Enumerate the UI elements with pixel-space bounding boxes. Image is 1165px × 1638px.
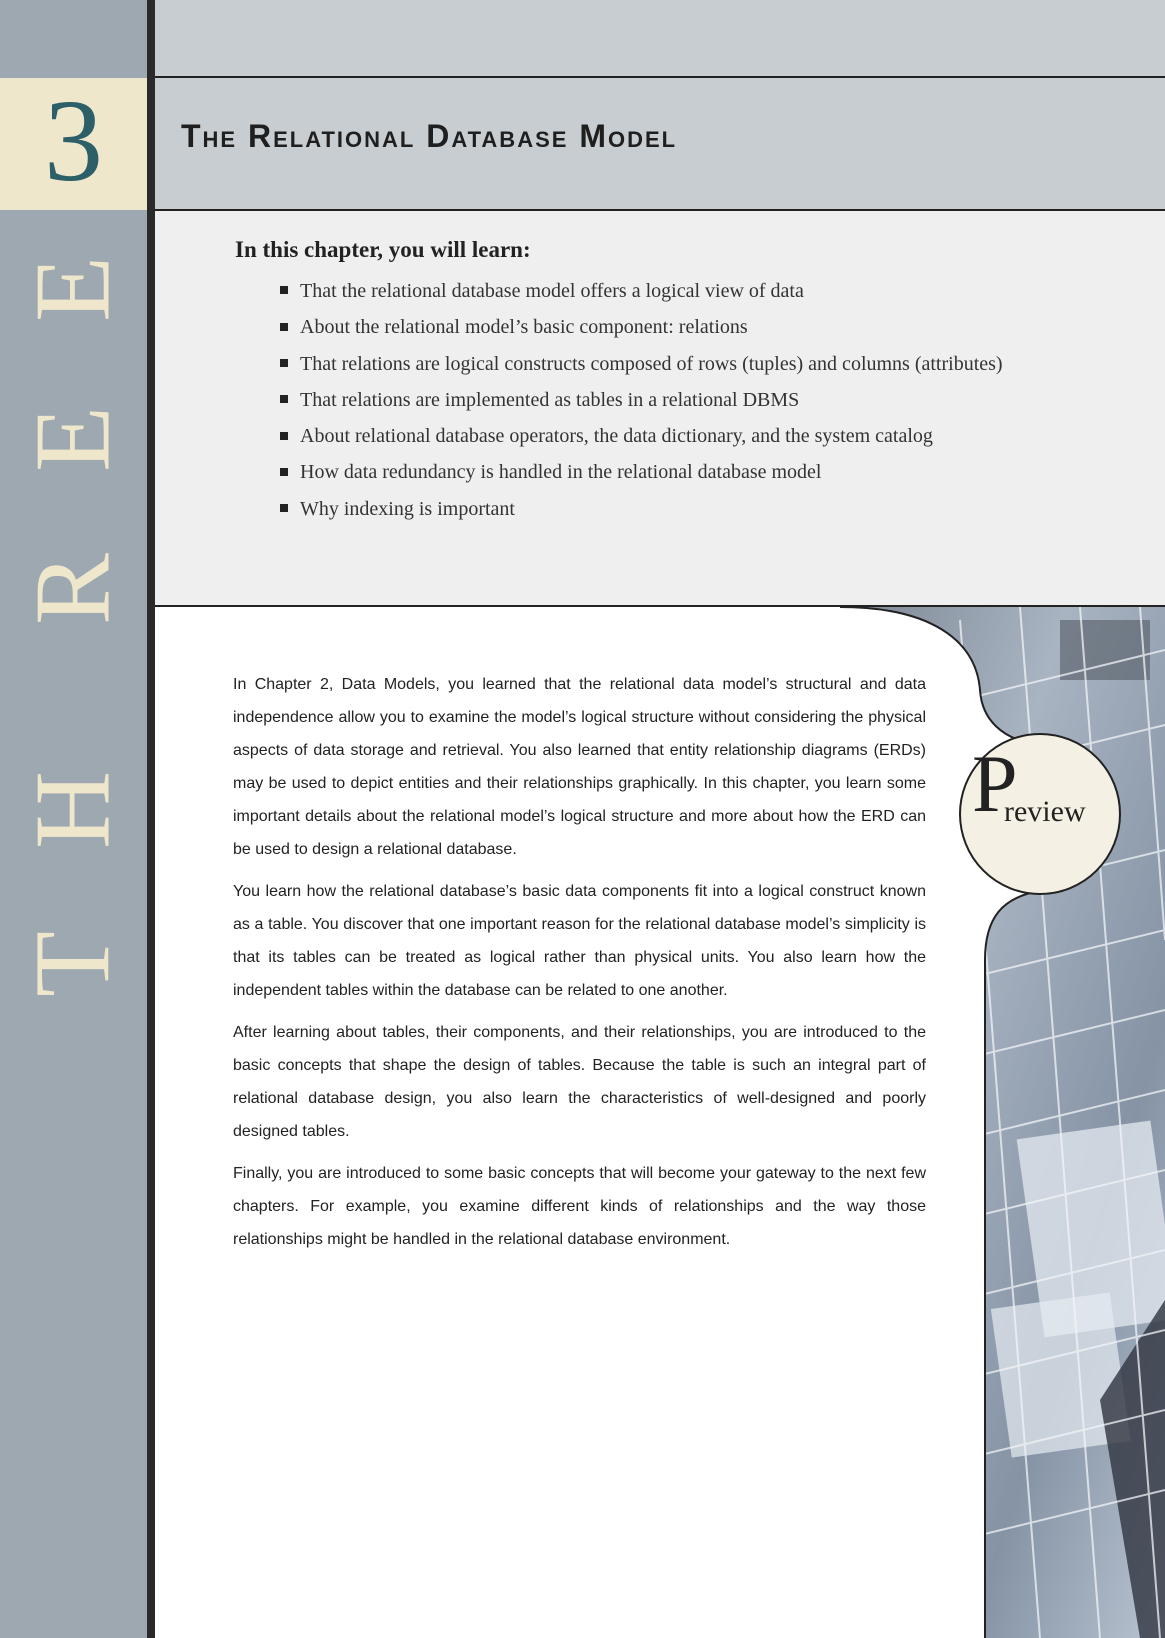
learning-heading: In this chapter, you will learn:	[235, 237, 531, 262]
body-paragraph: You learn how the relational database’s basic data components fit into a logical construct known as a table. You discover that one important reason for the relational database model’s simplicity is that its tables can be treated as logical rather than physical units. You also learn how the independent tables within the database can be related to one another.	[233, 883, 926, 999]
learning-item: How data redundancy is handled in the relational database model	[280, 454, 1003, 490]
chapter-word-letter-3: R	[13, 552, 133, 626]
chapter-number: 3	[44, 75, 103, 206]
preview-initial: P	[972, 738, 1018, 829]
learning-item: That relations are logical constructs composed of rows (tuples) and columns (attributes)	[280, 346, 1003, 382]
body-paragraph: After learning about tables, their components, and their relationships, you are introduced to the basic concepts that shape the design of tables. Because the table is such an integral part of relational database design, you also learn the characteristics of well-designed and poorly designed tables.	[233, 1024, 926, 1140]
learning-item: That the relational database model offers a logical view of data	[280, 273, 1003, 309]
chapter-word-letter-1: T	[13, 931, 133, 997]
learning-item: Why indexing is important	[280, 491, 1003, 527]
preview-badge	[960, 733, 1120, 893]
body-paragraph: In Chapter 2, Data Models, you learned that the relational data model’s structural and data independence allow you to examine the model’s logical structure without considering the physical aspects of data storage and retrieval. You also learned that entity relationship diagrams (ERDs) may be used to depict entities and their relationships graphically. In this chapter, you learn some important details about the relational model’s logical structure and more about how the ERD can be used to design a relational database.	[233, 676, 926, 858]
preview-rest: review	[1004, 795, 1086, 828]
chapter-word-letter-2: H	[13, 771, 133, 849]
chapter-preview-text	[233, 668, 926, 1265]
chapter-title: The Relational Database Model	[181, 118, 678, 154]
body-paragraph: Finally, you are introduced to some basic concepts that will become your gateway to the next few chapters. For example, you examine different kinds of relationships and the way those relationships might be handled in the relational database environment.	[233, 1165, 926, 1248]
chapter-word-letter-5: E	[13, 256, 133, 322]
learning-item: That relations are implemented as tables in a relational DBMS	[280, 382, 1003, 418]
learning-item: About relational database operators, the data dictionary, and the system catalog	[280, 418, 1003, 454]
learning-item: About the relational model’s basic component: relations	[280, 309, 1003, 345]
chapter-word-letter-4: E	[13, 406, 133, 472]
